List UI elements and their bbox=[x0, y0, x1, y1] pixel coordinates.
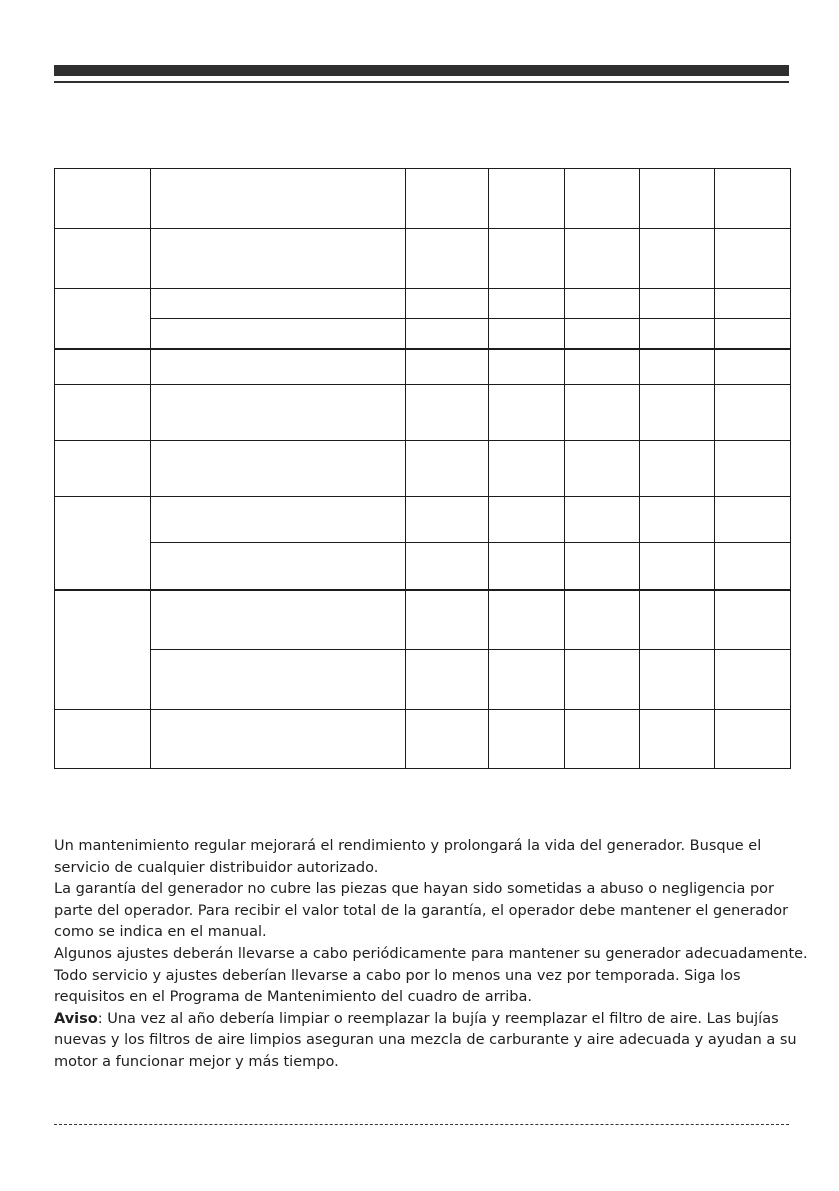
table-cell bbox=[489, 385, 565, 441]
table-cell bbox=[640, 349, 715, 385]
table-row bbox=[55, 710, 791, 769]
table-cell bbox=[489, 289, 565, 319]
table-cell bbox=[640, 289, 715, 319]
table-cell bbox=[715, 543, 791, 590]
table-row bbox=[55, 349, 791, 385]
table-cell bbox=[640, 590, 715, 650]
notes-paragraph-aviso bbox=[54, 1009, 814, 1074]
table-row bbox=[55, 289, 791, 319]
table-cell bbox=[55, 289, 151, 349]
table-cell bbox=[406, 497, 489, 543]
table-cell bbox=[489, 169, 565, 229]
table-cell bbox=[565, 229, 640, 289]
table-cell bbox=[715, 710, 791, 769]
table-row bbox=[55, 590, 791, 650]
footer-dashed-rule bbox=[54, 1124, 789, 1125]
table-cell bbox=[640, 319, 715, 349]
notes-paragraph-adjustments: Algunos ajustes deberán llevarse a cabo periódicamente para mantener su generador adecuadamente. Todo servicio y ajustes deberían llevarse a cabo por lo menos una vez por temporada. Siga los requisitos en el Programa de Mantenimiento del cuadro de arriba. bbox=[54, 945, 808, 1006]
table-cell bbox=[406, 590, 489, 650]
table-cell bbox=[55, 169, 151, 229]
table-cell bbox=[55, 441, 151, 497]
table-cell bbox=[565, 169, 640, 229]
table-cell bbox=[406, 289, 489, 319]
table-cell bbox=[55, 349, 151, 385]
table-row bbox=[55, 441, 791, 497]
table-cell bbox=[151, 229, 406, 289]
table-cell bbox=[715, 441, 791, 497]
table-cell bbox=[489, 590, 565, 650]
table-cell bbox=[406, 543, 489, 590]
table-cell bbox=[565, 319, 640, 349]
table-cell bbox=[55, 229, 151, 289]
table-cell bbox=[640, 710, 715, 769]
table-cell bbox=[565, 441, 640, 497]
table-cell bbox=[565, 497, 640, 543]
table-cell bbox=[715, 289, 791, 319]
table-cell bbox=[640, 169, 715, 229]
table-cell bbox=[406, 169, 489, 229]
maintenance-schedule-table bbox=[54, 168, 791, 769]
table-cell bbox=[565, 590, 640, 650]
table-cell bbox=[489, 543, 565, 590]
notes-paragraph-warranty: La garantía del generador no cubre las piezas que hayan sido sometidas a abuso o negligencia por parte del operador. Para recibir el valor total de la garantía, el operador debe mantener el generador como se indica en el manual. bbox=[54, 881, 789, 941]
table-cell bbox=[715, 590, 791, 650]
table-cell bbox=[640, 543, 715, 590]
table-cell bbox=[640, 441, 715, 497]
table-cell bbox=[565, 543, 640, 590]
table-cell bbox=[640, 229, 715, 289]
table-cell bbox=[55, 590, 151, 710]
table-cell bbox=[151, 319, 406, 349]
table-cell bbox=[489, 349, 565, 385]
aviso-text: : Una vez al año debería limpiar o reemplazar la bujía y reemplazar el filtro de aire. Las bujías nuevas y los filtros de aire limpios aseguran una mezcla de carburante y aire adecuada y ayudan a su motor a funcionar mejor y más tiempo. bbox=[54, 1010, 797, 1070]
table-cell bbox=[406, 441, 489, 497]
table-cell bbox=[640, 650, 715, 710]
table-cell bbox=[55, 497, 151, 590]
table-cell bbox=[406, 319, 489, 349]
aviso-label: Aviso bbox=[54, 1010, 98, 1027]
table-cell bbox=[715, 229, 791, 289]
table-cell bbox=[151, 349, 406, 385]
header-rule bbox=[54, 81, 789, 83]
table-cell bbox=[406, 229, 489, 289]
table-cell bbox=[489, 441, 565, 497]
table-cell bbox=[565, 385, 640, 441]
table-cell bbox=[489, 650, 565, 710]
table-cell bbox=[406, 385, 489, 441]
table-cell bbox=[715, 497, 791, 543]
table-cell bbox=[55, 710, 151, 769]
table-cell bbox=[151, 441, 406, 497]
table-cell bbox=[151, 650, 406, 710]
table-cell bbox=[406, 650, 489, 710]
table-cell bbox=[151, 710, 406, 769]
table-cell bbox=[151, 590, 406, 650]
table-cell bbox=[406, 349, 489, 385]
table-cell bbox=[489, 229, 565, 289]
table-cell bbox=[151, 543, 406, 590]
table-row bbox=[55, 385, 791, 441]
table-row bbox=[55, 650, 791, 710]
table-cell bbox=[489, 319, 565, 349]
table-row bbox=[55, 497, 791, 543]
table-cell bbox=[715, 385, 791, 441]
table-cell bbox=[715, 650, 791, 710]
table-cell bbox=[151, 289, 406, 319]
table-row bbox=[55, 229, 791, 289]
notes-paragraph-regular-maintenance: Un mantenimiento regular mejorará el rendimiento y prolongará la vida del generador. Busque el servicio de cualquier distribuidor autorizado. bbox=[54, 838, 762, 876]
table-cell bbox=[151, 385, 406, 441]
table-cell bbox=[565, 710, 640, 769]
table-cell bbox=[489, 710, 565, 769]
table-cell bbox=[715, 349, 791, 385]
header-bar bbox=[54, 65, 789, 76]
table-cell bbox=[715, 319, 791, 349]
table-cell bbox=[715, 169, 791, 229]
table-cell bbox=[151, 169, 406, 229]
table-cell bbox=[640, 497, 715, 543]
table-row bbox=[55, 543, 791, 590]
table-cell bbox=[151, 497, 406, 543]
table-cell bbox=[640, 385, 715, 441]
table-cell bbox=[565, 349, 640, 385]
maintenance-notes bbox=[54, 836, 814, 1074]
table-row bbox=[55, 319, 791, 349]
table-cell bbox=[565, 650, 640, 710]
table-cell bbox=[55, 385, 151, 441]
table-cell bbox=[406, 710, 489, 769]
table-cell bbox=[565, 289, 640, 319]
table-cell bbox=[489, 497, 565, 543]
table-header-row bbox=[55, 169, 791, 229]
